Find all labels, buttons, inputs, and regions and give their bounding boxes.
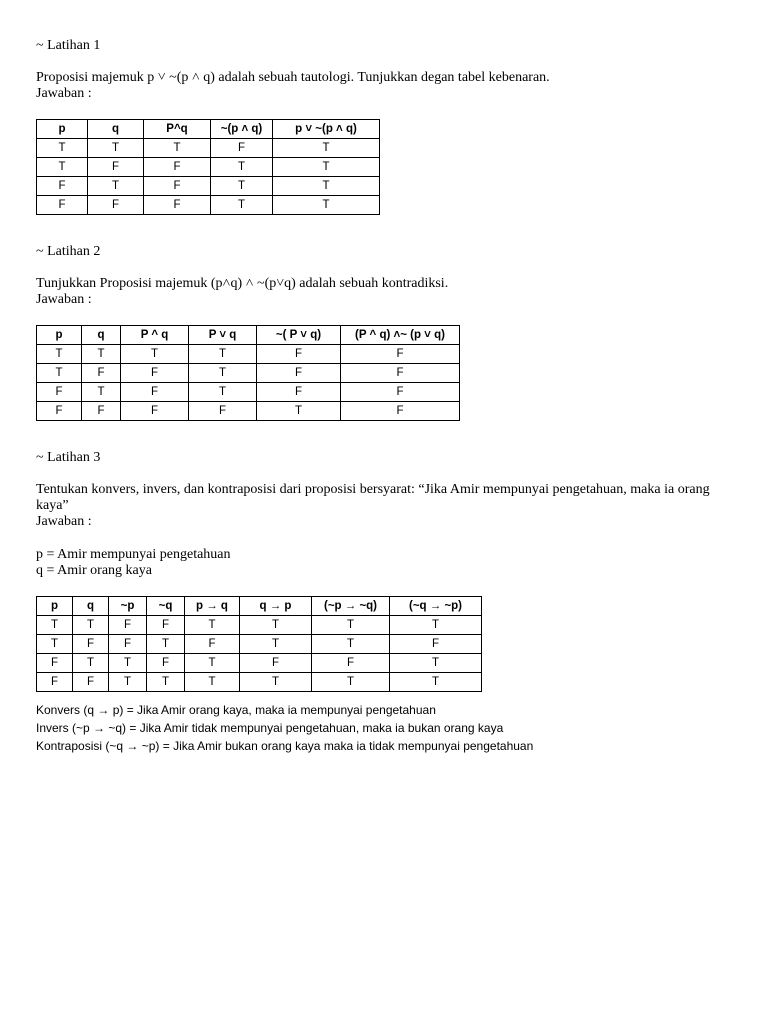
column-header: p xyxy=(37,326,82,345)
table-cell: T xyxy=(37,616,73,635)
table-cell: T xyxy=(390,654,482,673)
column-header: ~( P ˅ q) xyxy=(257,326,341,345)
table-cell: F xyxy=(240,654,312,673)
table-cell: F xyxy=(121,402,189,421)
table-cell: T xyxy=(82,383,121,402)
table-row xyxy=(37,654,482,673)
table-cell: T xyxy=(37,364,82,383)
table-cell: F xyxy=(37,654,73,673)
table-cell: F xyxy=(88,158,144,177)
latihan-3-prompt-line-1: Tentukan konvers, invers, dan kontraposisi dari proposisi bersyarat: “Jika Amir mempunyai pengetahuan, maka ia orang xyxy=(36,482,710,497)
table-cell: T xyxy=(185,654,240,673)
table-cell: T xyxy=(73,616,109,635)
column-header: (~p → ~q) xyxy=(312,597,390,616)
table-cell: T xyxy=(211,158,273,177)
column-header: p xyxy=(37,597,73,616)
table-cell: F xyxy=(147,616,185,635)
table-cell: T xyxy=(211,177,273,196)
table-row xyxy=(37,402,460,421)
table-cell: T xyxy=(37,139,88,158)
table-cell: T xyxy=(121,345,189,364)
table-cell: T xyxy=(144,139,211,158)
table-cell: T xyxy=(273,139,380,158)
table-cell: F xyxy=(37,673,73,692)
column-header: q xyxy=(73,597,109,616)
invers-statement: Invers (~p → ~q) = Jika Amir tidak mempunyai pengetahuan, maka ia bukan orang kaya xyxy=(36,721,504,735)
table-cell: T xyxy=(189,383,257,402)
column-header: ~p xyxy=(109,597,147,616)
latihan-3-truth-table xyxy=(36,596,482,692)
table-cell: F xyxy=(109,635,147,654)
table-cell: F xyxy=(121,364,189,383)
table-cell: F xyxy=(121,383,189,402)
table-row xyxy=(37,139,380,158)
table-cell: T xyxy=(211,196,273,215)
table-cell: T xyxy=(37,345,82,364)
table-cell: F xyxy=(147,654,185,673)
table-cell: F xyxy=(37,196,88,215)
table-row xyxy=(37,383,460,402)
table-cell: T xyxy=(189,345,257,364)
table-cell: F xyxy=(257,364,341,383)
table-cell: T xyxy=(109,673,147,692)
table-cell: T xyxy=(312,673,390,692)
latihan-3-answer-label: Jawaban : xyxy=(36,514,92,529)
table-cell: F xyxy=(341,402,460,421)
latihan-2-truth-table xyxy=(36,325,460,421)
table-cell: T xyxy=(88,139,144,158)
table-cell: F xyxy=(312,654,390,673)
column-header: ~(p ˄ q) xyxy=(211,120,273,139)
table-cell: T xyxy=(185,616,240,635)
table-cell: T xyxy=(312,635,390,654)
table-cell: T xyxy=(189,364,257,383)
latihan-3-heading: ~ Latihan 3 xyxy=(36,450,101,465)
latihan-2-heading: ~ Latihan 2 xyxy=(36,244,101,259)
table-cell: T xyxy=(147,673,185,692)
table-cell: F xyxy=(390,635,482,654)
table-cell: F xyxy=(73,635,109,654)
table-header-row xyxy=(37,326,460,345)
table-cell: F xyxy=(144,196,211,215)
table-cell: T xyxy=(312,616,390,635)
table-cell: F xyxy=(37,177,88,196)
latihan-2-prompt: Tunjukkan Proposisi majemuk (p˄q) ˄ ~(p˅q) adalah sebuah kontradiksi. xyxy=(36,276,449,291)
column-header: p → q xyxy=(185,597,240,616)
table-cell: T xyxy=(88,177,144,196)
table-row xyxy=(37,364,460,383)
table-header-row xyxy=(37,597,482,616)
table-cell: F xyxy=(82,364,121,383)
table-cell: T xyxy=(37,635,73,654)
table-cell: T xyxy=(390,673,482,692)
table-cell: F xyxy=(144,177,211,196)
definition-q: q = Amir orang kaya xyxy=(36,563,152,578)
column-header: q xyxy=(88,120,144,139)
table-cell: T xyxy=(240,635,312,654)
table-cell: F xyxy=(257,383,341,402)
latihan-1-truth-table xyxy=(36,119,380,215)
table-row xyxy=(37,196,380,215)
table-cell: F xyxy=(88,196,144,215)
column-header: p ˅ ~(p ˄ q) xyxy=(273,120,380,139)
table-cell: F xyxy=(257,345,341,364)
column-header: ~q xyxy=(147,597,185,616)
table-cell: T xyxy=(273,177,380,196)
table-cell: F xyxy=(211,139,273,158)
latihan-3-prompt-line-2: kaya” xyxy=(36,498,69,513)
table-row xyxy=(37,616,482,635)
definition-p: p = Amir mempunyai pengetahuan xyxy=(36,547,231,562)
table-cell: T xyxy=(109,654,147,673)
latihan-1-heading: ~ Latihan 1 xyxy=(36,38,101,53)
table-cell: F xyxy=(37,402,82,421)
table-row xyxy=(37,635,482,654)
table-header-row xyxy=(37,120,380,139)
table-row xyxy=(37,345,460,364)
table-cell: T xyxy=(240,616,312,635)
table-cell: F xyxy=(82,402,121,421)
latihan-1-answer-label: Jawaban : xyxy=(36,86,92,101)
column-header: P ^ q xyxy=(121,326,189,345)
table-row xyxy=(37,158,380,177)
column-header: P ˅ q xyxy=(189,326,257,345)
table-cell: F xyxy=(185,635,240,654)
table-cell: F xyxy=(189,402,257,421)
table-cell: F xyxy=(144,158,211,177)
column-header: q → p xyxy=(240,597,312,616)
table-cell: T xyxy=(240,673,312,692)
table-cell: T xyxy=(37,158,88,177)
table-cell: F xyxy=(37,383,82,402)
table-cell: T xyxy=(273,158,380,177)
table-cell: T xyxy=(185,673,240,692)
table-cell: F xyxy=(109,616,147,635)
latihan-2-answer-label: Jawaban : xyxy=(36,292,92,307)
table-cell: T xyxy=(147,635,185,654)
table-row xyxy=(37,177,380,196)
column-header: q xyxy=(82,326,121,345)
konvers-statement: Konvers (q → p) = Jika Amir orang kaya, maka ia mempunyai pengetahuan xyxy=(36,703,436,717)
column-header: p xyxy=(37,120,88,139)
table-cell: F xyxy=(341,364,460,383)
table-cell: F xyxy=(73,673,109,692)
table-cell: T xyxy=(73,654,109,673)
kontraposisi-statement: Kontraposisi (~q → ~p) = Jika Amir bukan orang kaya maka ia tidak mempunyai pengetahuan xyxy=(36,739,534,753)
table-cell: T xyxy=(82,345,121,364)
latihan-1-prompt: Proposisi majemuk p ˅ ~(p ˄ q) adalah sebuah tautologi. Tunjukkan degan tabel kebenaran. xyxy=(36,70,550,85)
table-cell: F xyxy=(341,345,460,364)
table-cell: T xyxy=(390,616,482,635)
table-row xyxy=(37,673,482,692)
column-header: (~q → ~p) xyxy=(390,597,482,616)
table-cell: F xyxy=(341,383,460,402)
table-cell: T xyxy=(273,196,380,215)
table-cell: T xyxy=(257,402,341,421)
column-header: P^q xyxy=(144,120,211,139)
column-header: (P ^ q) ˄~ (p ˅ q) xyxy=(341,326,460,345)
